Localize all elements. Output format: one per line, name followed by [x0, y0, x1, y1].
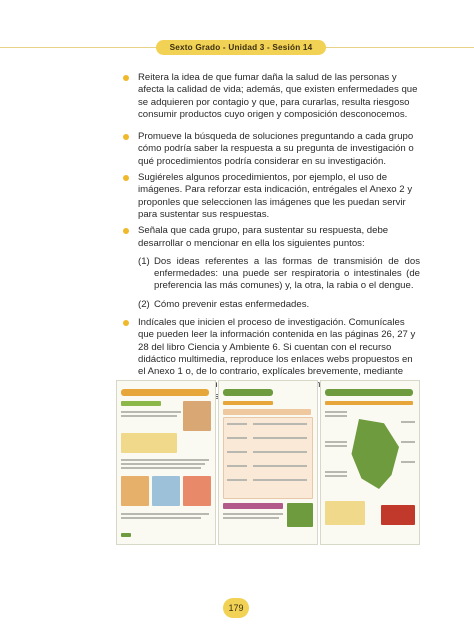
- list-item: Reitera la idea de que fumar daña la salud de las personas y afecta la calidad de vida; además, que existen enfermedades que se adquieren por contagio y que, para curarlas, resulta riesgoso consumir productos cuyo origen y composición desconocemos.: [120, 72, 420, 121]
- list-item: Indícales que inicien el proceso de investigación. Comunícales que pueden leer la información contenida en las páginas 26, 27 y 28 del libro Ciencia y Ambiente 6. Si cuentan con el recurso didáctico multimedia, reproduce los enlaces webs propuestos en el Anexo 1 o, de lo contrario, explícales brevemente, mediante: [120, 317, 420, 403]
- textbook-page-image: [320, 380, 420, 545]
- list-item: Promueve la búsqueda de soluciones preguntando a cada grupo cómo podría saber la respuesta a su pregunta de investigación o qué procedimientos podría considerar en su investigación.: [120, 131, 420, 168]
- textbook-page-thumbnails: [116, 380, 419, 545]
- page-heading-bar: [325, 389, 413, 396]
- bullet-icon: [123, 320, 129, 326]
- textbook-page-image: [116, 380, 216, 545]
- page-number: 179: [223, 598, 249, 618]
- list-item: Sugiéreles algunos procedimientos, por ejemplo, el uso de imágenes. Para reforzar esta indicación, entrégales el Anexo 2 y proponles que seleccionen las imágenes que les puedan servir para sustentar sus respuestas.: [120, 172, 420, 221]
- bullet-icon: [123, 75, 129, 81]
- instructions-body: [120, 72, 420, 403]
- sub-list-item: (2) Cómo prevenir estas enfermedades.: [138, 298, 310, 310]
- session-title: Sexto Grado - Unidad 3 - Sesión 14: [156, 40, 326, 55]
- sub-list-item: (1) Dos ideas referentes a las formas de transmisión de dos enfermedades: una puede ser respiratoria o intestinales (de preferencia las más comunes) y, la otra, la rabia o el dengue.: [138, 255, 420, 292]
- bullet-icon: [123, 134, 129, 140]
- bullet-icon: [123, 228, 129, 234]
- page-heading-bar: [121, 389, 209, 396]
- textbook-page-image: [218, 380, 318, 545]
- session-header: [0, 40, 474, 55]
- peru-map-image: [349, 419, 399, 489]
- list-item: Señala que cada grupo, para sustentar su respuesta, debe desarrollar o mencionar en ella los siguientes puntos:: [120, 225, 420, 250]
- bullet-icon: [123, 175, 129, 181]
- page-heading-bar: [223, 389, 273, 396]
